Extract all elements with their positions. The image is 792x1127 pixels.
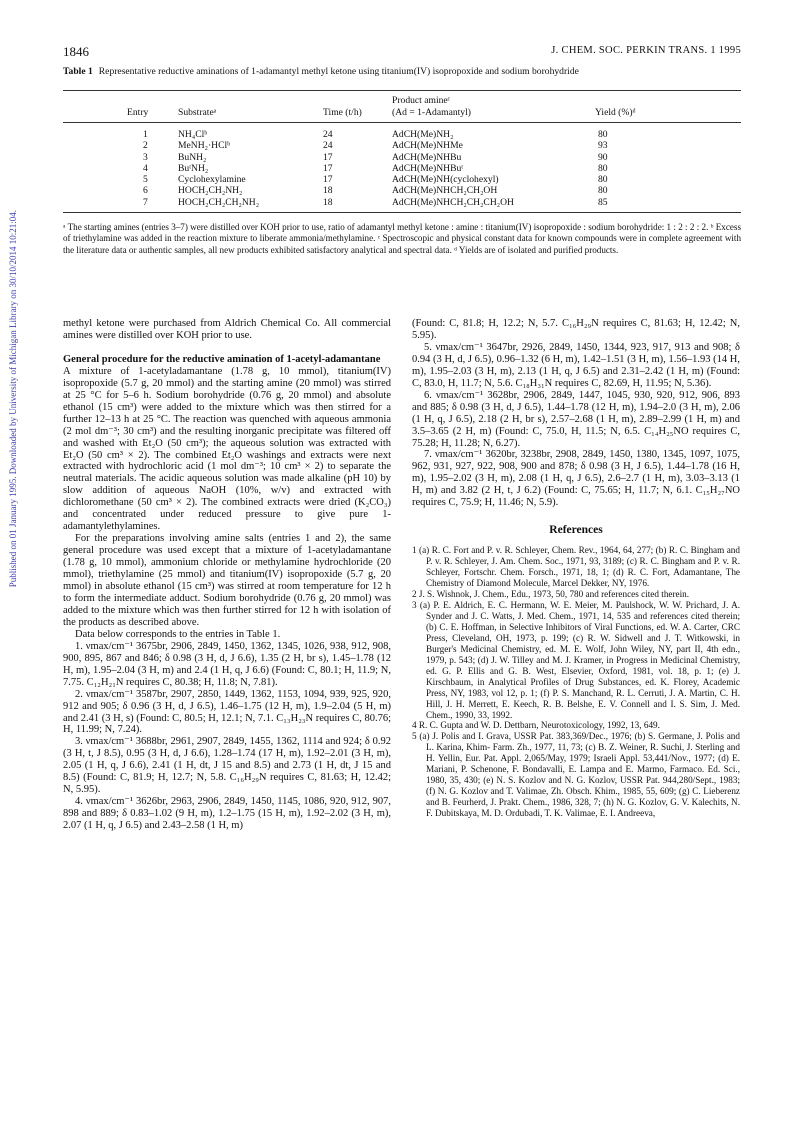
paragraph: A mixture of 1-acetyladamantane (1.78 g, 10 mmol), titanium(IV) isopropoxide (5.7 g, 20 mmol) and the starting amine (20 mmol) was stirred at 25 °C for 5–6 h. Sodium borohydride (0.76 g, 20 mmol) and absolute ethanol (15 cm³) were added to the mixture which was then stirred for a further 12–13 h at 25 °C. The reaction was quenched with aqueous ammonia (2 mol dm⁻³; 30 cm³) and the resulting inorganic precipitate was filtered off and washed with Et₂O (50 cm³); the aqueous solution was extracted with Et₂O (50 cm³ × 2). The combined Et₂O washings and extracts were next extracted with hydrochloric acid (1 mol dm⁻³; 10 cm³ × 2) to separate the neutral materials. The acidic aqueous solution was made alkaline (pH 10) by slow addition of aqueous NaOH (10%, w/v) and extracted with dichloromethane (50 cm³ × 2). The combined extracts were dried (K₂CO₃) and concentrated under reduced pressure to give pure 1-adamantylethylamines.	[63, 365, 391, 533]
section-heading: General procedure for the reductive amination of 1-acetyl-adamantane	[63, 353, 381, 365]
table-cell: AdCH(Me)NH₂	[392, 129, 454, 140]
reference-item: 3 (a) P. E. Aldrich, E. C. Hermann, W. E. Meier, M. Paulshock, W. W. Prichard, J. A. Synder and J. C. Watts, J. Med. Chem., 1971, 14, 535 and references cited therein; (b) C. E. Hoffman, in Selective Inhibitors of Viral Functions, ed. W. A. Carter, CRC Press, Cleveland, OH, 1973, p. 199; (c) R. W. Sidwell and J. T. Witkowski, in Burger's Medicinal Chemistry, ed. M. E. Wolf, John Wiley, NY, part II, 4th edn., 1979, p. 543; (d) J. W. Tilley and M. J. Kramer, in Progress in Medicinal Chemistry, ed. G. P. Ellis and G. B. West, Elsevier, Oxford, 1981, vol. 18, p. 1; (e) J. Kirschbaum, in Analytical Profiles of Drug Substances, ed. K. Florey, Academic Press, NY, 1983, vol 12, p. 1; (f) P. S. Manchand, R. L. Cerruti, J. A. Martin, C. H. Hill, J. H. Merrett, E. Keech, R. B. Belshe, E. V. Connell and I. S. Sim, J. Med. Chem., 1990, 33, 1992.	[412, 599, 740, 720]
download-notice	[0, 210, 16, 710]
table-cell: 7	[143, 196, 148, 208]
compound-data: 4. νmax/cm⁻¹ 3626br, 2963, 2906, 2849, 1450, 1145, 1086, 920, 912, 907, 898 and 889; δ 0.83–1.02 (9 H, m), 1.2–1.75 (15 H, m), 1.92–2.02 (3 H, m), 2.07 (1 H, q, J 6.5) and 2.43–2.58 (1 H, m)	[63, 796, 391, 832]
time-column	[323, 129, 333, 208]
entry-column	[143, 129, 148, 208]
header-entry: Entry	[127, 107, 149, 118]
table-top-rule	[63, 90, 741, 91]
reference-item: 2 J. S. Wishnok, J. Chem., Edu., 1973, 50, 780 and references cited therein.	[412, 589, 690, 600]
paragraph: Data below corresponds to the entries in Table 1.	[75, 628, 281, 640]
compound-data: 6. νmax/cm⁻¹ 3628br, 2906, 2849, 1447, 1045, 930, 920, 912, 906, 893 and 885; δ 0.98 (3 H, d, J 6.5), 1.44–1.78 (12 H, m), 1.94–2.0 (3 H, m), 2.06 (1 H, q, J 6.5), 2.18 (2 H, br s), 2.57–2.68 (1 H, m), 2.89–2.99 (1 H, m) and 3.5–3.65 (2 H, m) (Found: C, 75.0, H, 11.5; N, 6.5. C₁₄H₂₅NO requires C, 75.28; H, 11.28; N, 6.27).	[412, 389, 740, 449]
table-cell: 3	[143, 151, 148, 163]
table-cell: 93	[598, 140, 608, 152]
table-cell: 80	[598, 129, 608, 140]
table-cell: Cyclohexylamine	[178, 174, 246, 186]
compound-data: 2. νmax/cm⁻¹ 3587br, 2907, 2850, 1449, 1362, 1153, 1094, 939, 925, 920, 912 and 905; δ 0.96 (3 H, d, J 6.5), 1.46–1.75 (12 H, m), 1.9–2.04 (5 H, m) and 2.41 (3 H, s) (Found: C, 80.5; H, 12.1; N, 7.1. C₁₃H₂₃N requires C, 80.76; H, 11.99; N, 7.24).	[63, 688, 391, 736]
table-cell: AdCH(Me)NHBu	[392, 151, 462, 163]
table-header-rule	[63, 122, 741, 123]
table-cell: 17	[323, 174, 333, 186]
substrate-column	[178, 129, 259, 208]
journal-name: J. CHEM. SOC. PERKIN TRANS. 1 1995	[551, 45, 741, 56]
compound-data: 5. νmax/cm⁻¹ 3647br, 2926, 2849, 1450, 1344, 923, 917, 913 and 908; δ 0.94 (3 H, d, J 6.5), 0.96–1.32 (6 H, m), 1.42–1.51 (3 H, m), 1.56–1.93 (14 H, m), 1.95–2.03 (3 H, m), 2.13 (1 H, q, J 6.5) and 2.31–2.42 (1 H, m) (Found: C, 83.0, H, 11.7; N, 5.6. C₁₈H₃₁N requires C, 82.69, H, 11.95; N, 5.36).	[412, 341, 740, 389]
table-cell: 2	[143, 140, 148, 152]
table-cell: AdCH(Me)NHBuᵗ	[392, 162, 464, 174]
table-cell: 24	[323, 129, 333, 140]
table-cell: AdCH(Me)NHCH₂CH₂OH	[392, 185, 498, 197]
paragraph: (Found: C, 81.8; H, 12.2; N, 5.7. C₁₆H₂₉N requires C, 81.63; H, 12.42; N, 5.95).	[412, 318, 740, 341]
header-time: Time (t/h)	[323, 107, 362, 118]
reference-item: 5 (a) J. Polis and I. Grava, USSR Pat. 383,369/Dec., 1976; (b) S. Germane, J. Polis and L. Karina, Khim- Farm. Zh., 1977, 11, 73; (c) B. Z. Weiner, R. Suchi, J. Sterling and H. Yellin, Eur. Pat. Appl. 2,065/May, 1979; Israeli Appl. 53,441/Nov., 1977; (d) E. Mariani, P. Schenone, F. Bondavalli, E. Lampa and E. Marmo, Farmaco. Ed. Sci., 1980, 35, 430; (e) N. S. Kozlov and N. G. Kozlov, USSR Pat. 944,280/Sept., 1983; (f) N. G. Kozlov and T. Valimae, Zh. Obsch. Khim., 1985, 55, 609; (g) C. Lieberenz and B. Feurherd, J. Prakt. Chem., 1986, 328, 7; (h) N. G. Kozlov, G. V. Kalechits, N. F. Dubitskaya, M. D. Ordubadi, T. K. Valimae, E. I. Andreeva,	[412, 731, 740, 819]
table-cell: 4	[143, 162, 148, 174]
table-cell: 18	[323, 196, 333, 208]
table-cell: 80	[598, 185, 608, 197]
table-cell: HOCH₂CH₂CH₂NH₂	[178, 196, 260, 208]
table-cell: 5	[143, 174, 148, 186]
right-column	[412, 318, 740, 819]
table-label: Table 1	[63, 66, 93, 77]
table-cell: 18	[323, 185, 333, 197]
page-number: 1846	[63, 44, 89, 59]
compound-data: 3. νmax/cm⁻¹ 3688br, 2961, 2907, 2849, 1455, 1362, 1114 and 924; δ 0.92 (3 H, t, J 8.5), 0.95 (3 H, d, J 6.6), 1.28–1.74 (17 H, m), 1.92–2.01 (3 H, m), 2.05 (1 H, q, J 6.6), 2.41 (1 H, dt, J 15 and 8.5) and 2.73 (1 H, dt, J 15 and 8.5) (Found: C, 81.9; H, 12.7; N, 5.8. C₁₆H₂₉N requires C, 81.63; H, 12.42; N, 5.95).	[63, 736, 391, 796]
compound-data: 7. νmax/cm⁻¹ 3620br, 3238br, 2908, 2849, 1450, 1380, 1345, 1097, 1075, 962, 931, 927, 922, 908, 900 and 878; δ 0.98 (3 H, J 6.5), 1.44–1.78 (16 H, m), 1.95–2.02 (3 H, m), 2.08 (1 H, q, J 6.5), 2.6–2.7 (1 H, m), 3.03–3.13 (1 H, m) and 3.82 (2 H, t, J 6.2) (Found: C, 75.65; H, 11.7; N, 6.1. C₁₅H₂₇NO requires C, 75.9; H, 11.46; N, 5.9).	[412, 449, 740, 509]
table-cell: 90	[598, 151, 608, 163]
reference-item: 1 (a) R. C. Fort and P. v. R. Schleyer, Chem. Rev., 1964, 64, 277; (b) R. C. Bingham and P. v. R. Schleyer, J. Am. Chem. Soc., 1971, 93, 3189; (c) R. C. Bingham and P. v. R. Schleyer, Fortschr. Chem. Forsch., 1971, 18, 1; (d) R. C. Fort, Adamantane, The Chemistry of Diamond Molecule, Marcel Dekker, NY, 1976.	[412, 545, 740, 589]
table-cell: NH₄Clᵇ	[178, 129, 208, 140]
table-bottom-rule	[63, 212, 741, 213]
table-cell: 1	[143, 129, 148, 140]
table-footnote: ᵃ The starting amines (entries 3–7) were distilled over KOH prior to use, ratio of adamantyl methyl ketone : amine : titanium(IV) isopropoxide : sodium borohydride: 1 : 2 : 2 : 2. ᵇ Excess of triethylamine was added in the reaction mixture to liberate ammonia/methylamine. ᶜ Spectroscopic and physical constant data for known compounds were in complete agreement with the literature data or authentic samples, all new products exhibited satisfactory analytical and spectral data. ᵈ Yields are of isolated and purified products.	[63, 222, 741, 255]
table-cell: 17	[323, 162, 333, 174]
references-heading: References	[549, 524, 603, 537]
header-product-line1: Product amineᶜ	[392, 95, 451, 106]
download-notice-text: Published on 01 January 1995. Downloaded by University of Michigan Library on 30/10/2014 10:21:04.	[8, 210, 18, 588]
table-cell: AdCH(Me)NH(cyclohexyl)	[392, 174, 499, 186]
table-caption-text: Representative reductive aminations of 1-adamantyl methyl ketone using titanium(IV) isopropoxide and sodium borohydride	[98, 66, 579, 77]
table-cell: 17	[323, 151, 333, 163]
table-cell: BuNH₂	[178, 151, 207, 163]
table-cell: 6	[143, 185, 148, 197]
table-cell: HOCH₂CH₂NH₂	[178, 185, 243, 197]
table-cell: 80	[598, 162, 608, 174]
table-cell: 85	[598, 196, 608, 208]
product-column	[392, 129, 514, 208]
table-cell: AdCH(Me)NHMe	[392, 140, 463, 152]
yield-column	[598, 129, 608, 208]
compound-data: 1. νmax/cm⁻¹ 3675br, 2906, 2849, 1450, 1362, 1345, 1026, 938, 912, 908, 900, 895, 867 and 846; δ 0.98 (3 H, d, J 6.6), 1.35 (2 H, br s), 1.45–1.78 (12 H, m), 1.95–2.04 (3 H, m) and 2.4 (1 H, q, J 6.6) (Found: C, 80.1; H, 11.9; N, 7.75. C₁₂H₂₁N requires C, 80.38; H, 11.8; N, 7.81).	[63, 640, 391, 688]
table-cell: 24	[323, 140, 333, 152]
table-cell: MeNH₂·HClᵇ	[178, 140, 231, 152]
paragraph: For the preparations involving amine salts (entries 1 and 2), the same general procedure was used except that a mixture of 1-acetyladamantane (1.78 g, 10 mmol), ammonium chloride or methylamine hydrochloride (20 mmol), triethylamine (25 mmol) and titanium(IV) isopropoxide (5.7 g, 20 mmol) in absolute ethanol (15 cm³) was stirred at room temperature for 12 h to form the intermediate adduct. Sodium borohydride (0.76 g, 20 mmol) was added to the mixture which was then further stirred for 12 h with isolation of the products as described above.	[63, 533, 391, 628]
table-cell: BuᵗNH₂	[178, 162, 209, 174]
header-product-line2: (Ad = 1-Adamantyl)	[392, 107, 471, 118]
header-yield: Yield (%)ᵈ	[595, 107, 636, 118]
page-header	[63, 44, 741, 60]
table-cell: AdCH(Me)NHCH₂CH₂CH₂OH	[392, 196, 514, 208]
table-cell: 80	[598, 174, 608, 186]
table-caption	[63, 66, 741, 77]
reference-item: 4 R. C. Gupta and W. D. Dettbarn, Neurotoxicology, 1992, 13, 649.	[412, 720, 660, 731]
paragraph: methyl ketone were purchased from Aldrich Chemical Co. All commercial amines were distilled over KOH prior to use.	[63, 318, 391, 341]
left-column	[63, 318, 391, 832]
header-substrate: Substrateᵃ	[178, 107, 217, 118]
